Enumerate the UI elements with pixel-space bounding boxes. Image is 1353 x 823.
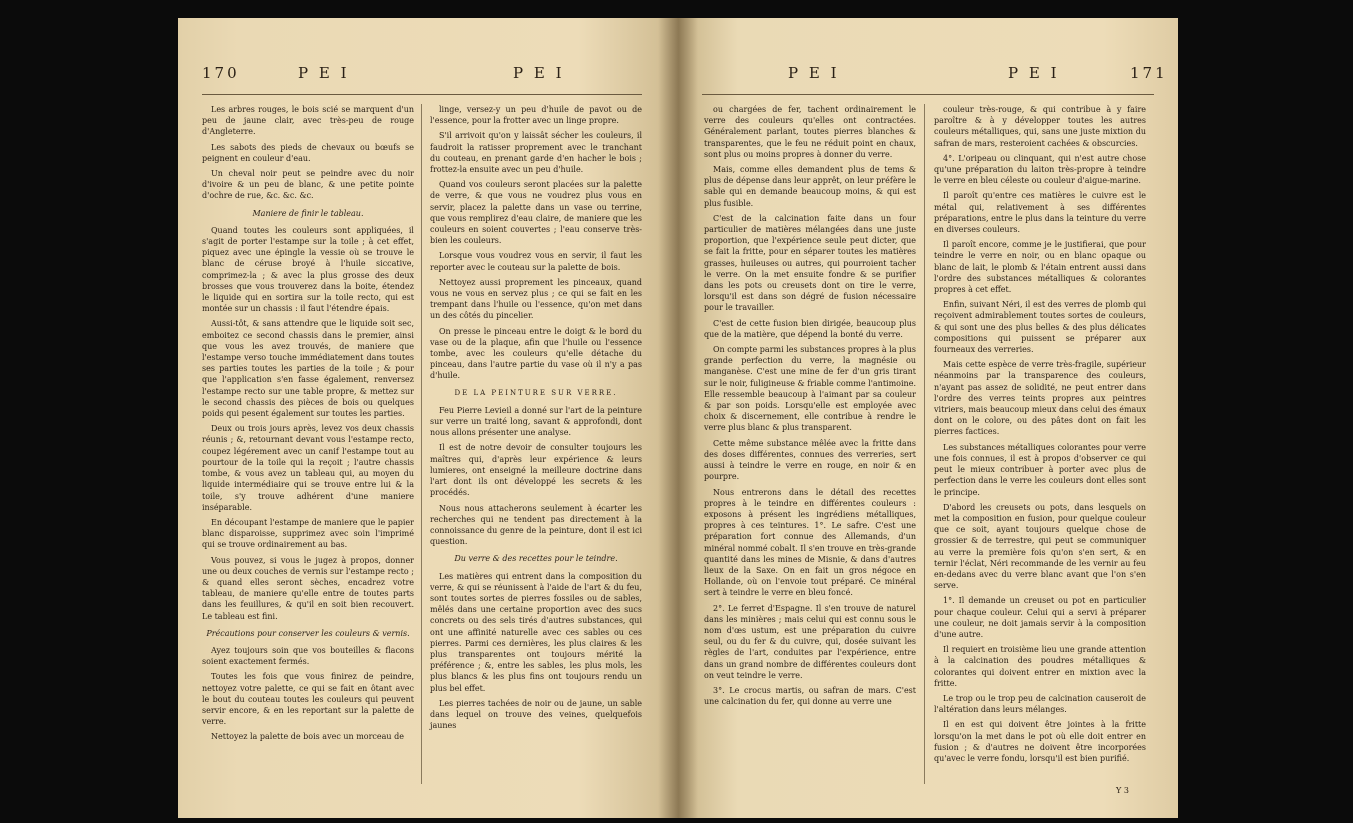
paragraph: Vous pouvez, si vous le jugez à propos, donner une ou deux couches de vernis sur l'estampe recto ; & quand elles seront sèches, encadrez votre tableau, de maniere qu'elle entre de toutes parts dans les feuillures, & qu'il en soit bien recouvert. Le tableau est fini. xyxy=(202,555,414,621)
section-heading: Maniere de finir le tableau. xyxy=(252,208,364,218)
column-divider-left xyxy=(421,104,422,784)
paragraph: D'abord les creusets ou pots, dans lesquels on met la composition en fusion, pour quelque couleur que ce soit, ayant toujours quelque chose de grossier & de terrestre, qui peut se communiquer au verre la première fois qu'on s'en sert, & en ternir l'éclat, Néri recommande de les vernir au feu en-dedans avec du verre blanc avant que l'on s'en serve. xyxy=(934,502,1146,591)
paragraph: Les pierres tachées de noir ou de jaune, un sable dans lequel on trouve des veines, quelquefois jaunes xyxy=(430,698,642,731)
paragraph: Mais cette espèce de verre très-fragile, supérieur néanmoins par la transparence des couleurs, n'ayant pas assez de solidité, ne peut entrer dans l'ordre des verres teints propres aux peintres vitriers, mais beaucoup mieux dans celui des émaux dont on le colore, ou des pâtes dont on fait les pierres factices. xyxy=(934,360,1146,437)
header-rule-right xyxy=(702,94,1154,95)
open-book xyxy=(178,18,1178,818)
paragraph: Il paroît encore, comme je le justifierai, que pour teindre le verre en noir, ou en blanc opaque ou blanc de lait, le plomb & l'étain entrent aussi dans l'ordre des substances métalliques & colorantes propres à cet effet. xyxy=(934,240,1146,295)
left-page-column-1 xyxy=(202,104,414,747)
paragraph: couleur très-rouge, & qui contribue à y faire paroître & à y développer toutes les autres couleurs métalliques, qui, sans une juste mixtion du safran de mars, resteroient cachées & obscurcies. xyxy=(934,105,1146,148)
section-heading: DE LA PEINTURE SUR VERRE. xyxy=(454,388,618,397)
book-gutter xyxy=(658,18,698,818)
paragraph: linge, versez-y un peu d'huile de pavot ou de l'essence, pour la frotter avec un linge propre. xyxy=(430,105,642,126)
paragraph: 1°. Il demande un creuset ou pot en particulier pour chaque couleur. Celui qui a servi à préparer une couleur, ne doit jamais servir à la composition d'une autre. xyxy=(934,596,1146,639)
left-page xyxy=(178,18,678,818)
running-head-right-a: P E I xyxy=(788,64,840,82)
paragraph: Les arbres rouges, le bois scié se marquent d'un peu de jaune clair, avec très-peu de rouge d'Angleterre. xyxy=(202,105,414,137)
running-head-left-a: P E I xyxy=(298,64,350,82)
paragraph: C'est de la calcination faite dans un four particulier de matières mélangées dans une juste proportion, que l'expérience seule peut dicter, que se fait la fritte, pour en séparer toutes les matières grasses, huileuses ou autres, qui pourroient tacher le verre. On la met ensuite fondre & se purifier dans les pots ou creusets dont on tire le verre, lorsqu'il est dans son dégré de fusion nécessaire pour le travailler. xyxy=(704,213,916,313)
signature-mark: Y 3 xyxy=(1116,786,1129,795)
paragraph: Enfin, suivant Néri, il est des verres de plomb qui reçoivent admirablement toutes sortes de couleurs, & qui sont une des plus belles & des plus délicates compositions qui puissent se préparer aux fourneaux des verreries. xyxy=(934,300,1146,355)
section-heading: Précautions pour conserver les couleurs & vernis. xyxy=(206,628,410,638)
paragraph: Nettoyez la palette de bois avec un morceau de xyxy=(211,732,404,742)
right-page xyxy=(678,18,1178,818)
paragraph: Les substances métalliques colorantes pour verre une fois connues, il est à propos d'observer ce qui peut le mieux contribuer à porter avec plus de perfection dans le verre les couleurs dont elles sont le principe. xyxy=(934,442,1146,497)
paragraph: Les sabots des pieds de chevaux ou bœufs se peignent en couleur d'eau. xyxy=(202,142,414,163)
paragraph: Cette même substance mêlée avec la fritte dans des doses différentes, connues des verreries, sert aussi à teindre le verre en rouge, en noir & en pourpre. xyxy=(704,438,916,482)
paragraph: Aussi-tôt, & sans attendre que le liquide soit sec, emboitez ce second chassis dans le premier, ainsi que vous les avez trouvés, de maniere que l'estampe verso touche immédiatement dans toutes ses parties toutes les parties de la toile ; & pour que l'application s'en fasse également, renversez l'estampe recto sur une table propre, & mettez sur le second chassis des pièces de bois ou quelques poids qui pesent également sur toutes les parties. xyxy=(202,319,414,419)
paragraph: Il en est qui doivent être jointes à la fritte lorsqu'on la met dans le pot où elle doit entrer en fusion ; & d'autres ne doivent être incorporées qu'avec le verre fondu, lorsqu'il est bien purifié. xyxy=(934,720,1146,763)
paragraph: On compte parmi les substances propres à la plus grande perfection du verre, la magnésie ou manganèse. C'est une mine de fer d'un gris tirant sur le noir, fuligineuse & friable comme l'antimoine. Elle ressemble beaucoup à l'aimant par sa couleur & par son poids. Lorsqu'elle est employée avec choix & discernement, elle contribue à rendre le verre plus blanc & plus transparent. xyxy=(704,345,916,433)
paragraph: Il est de notre devoir de consulter toujours les maîtres qui, d'après leur expérience & leurs lumieres, ont enseigné la meilleure doctrine dans l'art dont ils ont développé les secrets & les procédés. xyxy=(430,443,642,498)
paragraph: Lorsque vous voudrez vous en servir, il faut les reporter avec le couteau sur la palette de bois. xyxy=(430,251,642,272)
left-running-head xyxy=(178,64,678,90)
paragraph: 2°. Le ferret d'Espagne. Il s'en trouve de naturel dans les minières ; mais celui qui est connu sous le nom d'œs ustum, est une préparation du cuivre seul, ou du fer & du cuivre, qui, dosée suivant les règles de l'art, conduites par l'expérience, entre dans un grand nombre de différentes couleurs dont on veut teindre le verre. xyxy=(704,603,916,680)
running-head-right-b: P E I xyxy=(1008,64,1060,82)
paragraph: Quand vos couleurs seront placées sur la palette de verre, & que vous ne voudrez plus vous en servir, placez la palette dans un vase ou terrine, que vous remplirez d'eau claire, de maniere que les couleurs en soient couvertes ; l'eau conserve très-bien les couleurs. xyxy=(430,180,642,246)
paragraph: Nous nous attacherons seulement à écarter les recherches qui ne tendent pas directement à la connoissance du genre de la peinture, dont il est ici question. xyxy=(430,503,642,547)
paragraph: 4°. L'oripeau ou clinquant, qui n'est autre chose qu'une préparation du laiton très-propre à teindre le verre en bleu céleste ou couleur d'aigue-marine. xyxy=(934,153,1146,186)
column-divider-right xyxy=(924,104,925,784)
paragraph: Ayez toujours soin que vos bouteilles & flacons soient exactement fermés. xyxy=(202,645,414,667)
paragraph: Nettoyez aussi proprement les pinceaux, quand vous ne vous en servez plus ; ce qui se fait en les trempant dans l'huile ou l'essence, qu'on met dans un des côtés du pincelier. xyxy=(430,277,642,321)
paragraph: Nous entrerons dans le détail des recettes propres à le teindre en différentes couleurs : exposons à présent les ingrédiens métalliques, propres à ces teintures. 1°. Le safre. C'est une préparation fort connue des Allemands, d'un minéral nommé cobalt. Il s'en trouve en très-grande quantité dans les mines de Misnie, & dans d'autres lieux de la Saxe. On en fait un gros négoce en Hollande, où on l'envoie tout préparé. Ce minéral sert à teindre le verre en bleu foncé. xyxy=(704,487,916,598)
paragraph: Feu Pierre Levieil a donné sur l'art de la peinture sur verre un traité long, savant & approfondi, dont nous allons présenter une analyse. xyxy=(430,405,642,438)
paragraph: On presse le pinceau entre le doigt & le bord du vase ou de la plaque, afin que l'huile ou l'essence tombe, avec les couleurs qu'elle détache du pinceau, dans l'autre partie du vase où il n'y a pas d'huile. xyxy=(430,326,642,381)
paragraph: Il requiert en troisième lieu une grande attention à la calcination des poudres métalliques & colorantes qui doivent entrer en mixtion avec la fritte. xyxy=(934,645,1146,688)
section-heading: Du verre & des recettes pour le teindre. xyxy=(454,554,618,564)
paragraph: Toutes les fois que vous finirez de peindre, nettoyez votre palette, ce qui se fait en ôtant avec le bout du couteau toutes les couleurs qui peuvent servir encore, & en les reportant sur la palette de verre. xyxy=(202,672,414,727)
paragraph: Deux ou trois jours après, levez vos deux chassis réunis ; &, retournant devant vous l'estampe recto, coupez légérement avec un canif l'estampe tout au pourtour de la toile qui la reçoit ; l'autre chassis tombe, & vous avez un tableau qui, au moyen du liquide intermédiaire qui se trouve entre lui & la toile, s'y trouve adhérent d'une maniere inséparable. xyxy=(202,424,414,512)
paragraph: Quand toutes les couleurs sont appliquées, il s'agit de porter l'estampe sur la toile ; à cet effet, piquez avec une épingle la vessie où se trouve le blanc de céruse broyé à l'huile siccative, comprimez-la ; & avec la plus grosse des deux brosses que vous trouverez dans la boite, étendez le liquide qui en sortira sur la toile recto, qui est montée sur un chassis : il faut l'étendre épais. xyxy=(202,225,414,314)
left-page-column-2 xyxy=(430,104,642,735)
paragraph: C'est de cette fusion bien dirigée, beaucoup plus que de la matière, que dépend la bonté du verre. xyxy=(704,318,916,339)
paragraph: 3°. Le crocus martis, ou safran de mars. C'est une calcination du fer, qui donne au verre une xyxy=(704,685,916,707)
page-number-right: 171 xyxy=(1130,64,1168,82)
right-page-column-1 xyxy=(704,104,916,711)
paragraph: Mais, comme elles demandent plus de tems & plus de dépense dans leur apprêt, on leur préfère le sable qui en demande beaucoup moins, & qui est plus fusible. xyxy=(704,165,916,208)
right-page-column-2 xyxy=(934,104,1146,768)
running-head-left-b: P E I xyxy=(513,64,565,82)
paragraph: S'il arrivoit qu'on y laissât sécher les couleurs, il faudroit la ratisser proprement avec le tranchant du couteau, en prenant garde d'en hacher le bois ; frottez-la ensuite avec un peu d'huile. xyxy=(430,131,642,175)
paragraph: Les matières qui entrent dans la composition du verre, & qui se réunissent à l'aide de l'art & du feu, sont toutes sortes de pierres fossiles ou de sables, mêlés dans une certaine proportion avec des sucs concrets ou des sels tirés d'autres substances, qui ont une affinité naturelle avec ces sables ou ces pierres. Parmi ces dernières, les plus claires & les plus transparentes ont toujours mérité la préférence ; &, entre les sables, les plus mols, les plus blancs & les plus fins ont toujours rendu un plus bel effet. xyxy=(430,571,642,693)
paragraph: Le trop ou le trop peu de calcination causeroit de l'altération dans leurs mélanges. xyxy=(934,693,1146,715)
paragraph: Un cheval noir peut se peindre avec du noir d'ivoire & un peu de blanc, & une petite pointe d'ochre de rue, &c. &c. &c. xyxy=(202,169,414,201)
paragraph: ou chargées de fer, tachent ordinairement le verre des couleurs qu'elles ont contractées. Généralement parlant, toutes pierres blanches & transparentes, que le feu ne réduit point en chaux, sont plus ou moins propres à donner du verre. xyxy=(704,105,916,159)
right-running-head xyxy=(678,64,1178,90)
paragraph: En découpant l'estampe de maniere que le papier blanc disparoisse, supprimez avec soin l'imprimé qui se trouve ordinairement au bas. xyxy=(202,517,414,550)
page-number-left: 170 xyxy=(202,64,240,82)
header-rule-left xyxy=(202,94,642,95)
paragraph: Il paroît qu'entre ces matières le cuivre est le métal qui, relativement à ses différentes préparations, entre le plus dans la teinture du verre en diverses couleurs. xyxy=(934,191,1146,235)
